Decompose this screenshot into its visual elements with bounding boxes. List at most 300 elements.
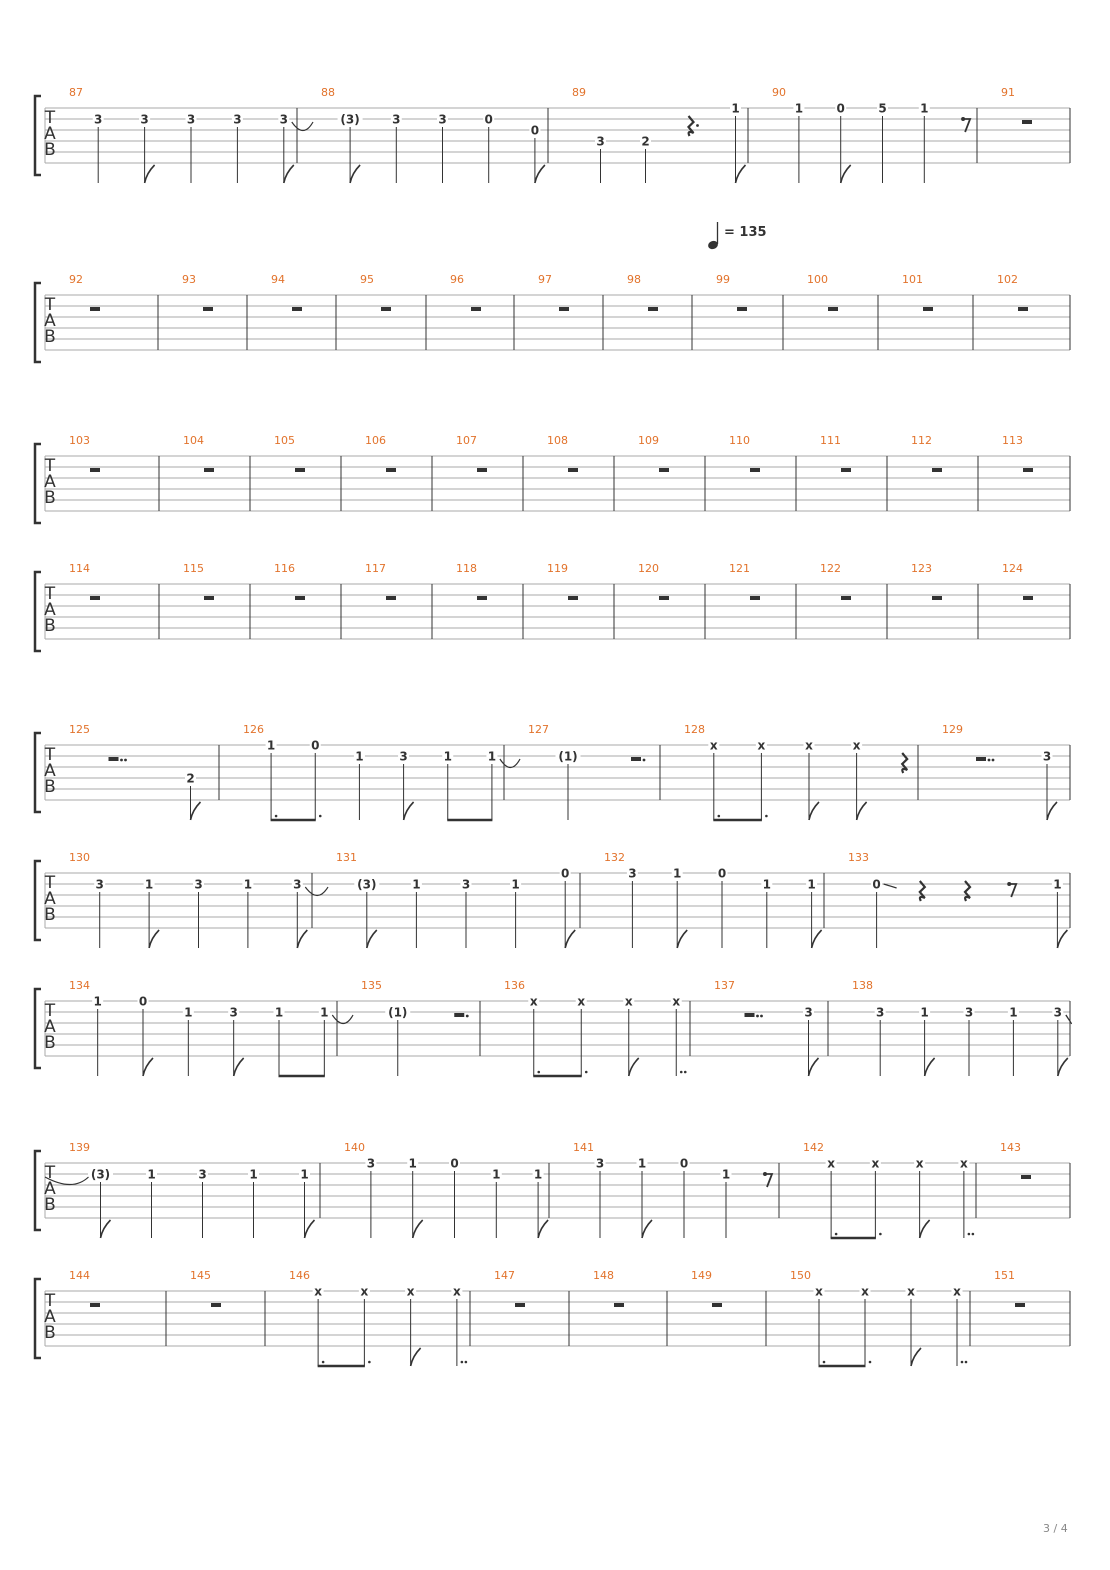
half-rest-icon xyxy=(386,468,396,472)
fret-number: 3 xyxy=(186,112,196,127)
fret-number: 0 xyxy=(484,112,493,127)
tab-clef-letter: A xyxy=(44,600,56,620)
rest-dot-icon xyxy=(756,1015,759,1018)
tab-system xyxy=(35,851,1070,948)
measure-number: 146 xyxy=(289,1269,310,1282)
fret-number: 5 xyxy=(878,101,887,116)
tab-system xyxy=(35,86,1070,183)
fret-number: 3 xyxy=(140,112,149,127)
measure xyxy=(852,979,1071,1076)
fret-number: 3 xyxy=(399,749,408,764)
tab-clef-letter: A xyxy=(44,472,56,492)
dead-note: x xyxy=(852,738,861,753)
measure xyxy=(593,1269,624,1307)
dead-note: x xyxy=(915,1156,924,1171)
fret-number: 1 xyxy=(807,877,816,892)
tab-clef-letter: A xyxy=(44,1017,56,1037)
half-rest-icon xyxy=(204,468,214,472)
half-rest-icon xyxy=(454,1013,464,1017)
measure-number: 118 xyxy=(456,562,477,575)
measure-number: 102 xyxy=(997,273,1018,286)
half-rest-icon xyxy=(1015,1303,1025,1307)
measure-number: 134 xyxy=(69,979,90,992)
measure xyxy=(691,1269,722,1307)
rest-dot-icon xyxy=(466,1015,469,1018)
measure xyxy=(274,434,305,472)
fret-number: 3 xyxy=(198,1167,207,1182)
eighth-flag-icon xyxy=(367,930,377,948)
fret-number: 1 xyxy=(184,1005,193,1020)
half-rest-icon xyxy=(828,307,838,311)
measure xyxy=(271,273,302,311)
tab-clef-letter: T xyxy=(44,1291,56,1311)
tab-clef-letter: B xyxy=(44,1195,56,1215)
fret-number: 1 xyxy=(762,877,771,892)
dead-note: x xyxy=(815,1284,823,1299)
eighth-flag-icon xyxy=(736,165,746,183)
half-rest-icon xyxy=(292,307,302,311)
tab-clef-letter: T xyxy=(44,873,56,893)
fret-number: 1 xyxy=(144,877,154,892)
dead-note: x xyxy=(314,1284,322,1299)
rest-dot-icon xyxy=(643,759,646,762)
dead-note: x xyxy=(453,1284,461,1299)
measure xyxy=(820,562,851,600)
measure xyxy=(772,86,970,183)
tab-clef-letter: B xyxy=(44,905,56,925)
measure xyxy=(289,1269,467,1366)
measure xyxy=(504,979,687,1076)
measure xyxy=(911,562,942,600)
measure-number: 104 xyxy=(183,434,204,447)
fret-number: (3) xyxy=(357,877,377,892)
fret-number: 1 xyxy=(300,1167,309,1182)
measure xyxy=(274,562,305,600)
fret-number: 1 xyxy=(147,1167,156,1182)
measure-number: 139 xyxy=(69,1141,90,1154)
measure xyxy=(243,723,520,820)
measure xyxy=(1002,562,1033,600)
half-rest-icon xyxy=(659,468,669,472)
measure xyxy=(902,273,933,311)
note-dot-icon xyxy=(680,1071,683,1074)
fret-number: 3 xyxy=(94,112,103,127)
tempo-value: = 135 xyxy=(724,225,767,240)
eighth-flag-icon xyxy=(629,1058,639,1076)
measure xyxy=(807,273,838,311)
fret-number: 0 xyxy=(561,866,570,881)
fret-number: 3 xyxy=(438,112,447,127)
dead-note: x xyxy=(406,1284,415,1299)
tab-clef-letter: A xyxy=(44,124,56,144)
measure xyxy=(361,979,469,1076)
measure-number: 122 xyxy=(820,562,841,575)
fret-number: 3 xyxy=(366,1156,376,1171)
measure-number: 105 xyxy=(274,434,295,447)
measure-number: 147 xyxy=(494,1269,515,1282)
measure xyxy=(1000,1141,1031,1179)
tab-clef-letter: T xyxy=(44,295,56,315)
measure-number: 124 xyxy=(1002,562,1023,575)
eighth-flag-icon xyxy=(413,1220,423,1238)
measure xyxy=(716,273,747,311)
measure-number: 143 xyxy=(1000,1141,1021,1154)
fret-number: 1 xyxy=(731,101,740,116)
measure xyxy=(360,273,391,311)
measure-number: 128 xyxy=(684,723,705,736)
fret-number: 3 xyxy=(229,1005,238,1020)
measure xyxy=(604,851,822,948)
fret-number: 1 xyxy=(249,1167,258,1182)
fret-number: 1 xyxy=(492,1167,501,1182)
fret-number: 3 xyxy=(233,112,242,127)
fret-number: 1 xyxy=(93,994,102,1009)
fret-number: 1 xyxy=(320,1005,329,1020)
fret-number: 0 xyxy=(530,123,540,138)
eighth-flag-icon xyxy=(1057,930,1067,948)
measure-number: 135 xyxy=(361,979,382,992)
eighth-flag-icon xyxy=(297,930,307,948)
measure xyxy=(638,562,669,600)
half-rest-icon xyxy=(386,596,396,600)
measure xyxy=(911,434,942,472)
half-rest-icon xyxy=(932,596,942,600)
tab-system xyxy=(35,562,1070,651)
fret-number: 2 xyxy=(641,134,650,149)
eighth-flag-icon xyxy=(809,1058,819,1076)
measure-number: 99 xyxy=(716,273,730,286)
measure xyxy=(997,273,1028,311)
fret-number: 1 xyxy=(487,749,497,764)
measure xyxy=(182,273,213,311)
measure xyxy=(69,434,100,472)
eighth-rest-head xyxy=(961,117,965,121)
half-rest-icon xyxy=(90,596,100,600)
measure-number: 87 xyxy=(69,86,83,99)
measure xyxy=(572,86,746,183)
measure-number: 110 xyxy=(729,434,750,447)
eighth-flag-icon xyxy=(234,1058,244,1076)
measure-number: 148 xyxy=(593,1269,614,1282)
tab-clef-letter: T xyxy=(44,108,56,128)
half-rest-icon xyxy=(203,307,213,311)
note-dot-icon xyxy=(322,1361,325,1364)
fret-number: 3 xyxy=(1042,749,1052,764)
rest-dot-icon xyxy=(760,1015,763,1018)
measure-number: 138 xyxy=(852,979,873,992)
fret-number: 1 xyxy=(1053,877,1062,892)
fret-number: 3 xyxy=(95,877,104,892)
tab-system xyxy=(35,434,1070,523)
fret-number: 0 xyxy=(836,101,845,116)
fret-number: 0 xyxy=(138,994,148,1009)
tab-clef-letter: B xyxy=(44,488,56,508)
system-bracket xyxy=(35,989,41,1068)
tempo-marking xyxy=(707,222,767,250)
measure xyxy=(69,273,100,311)
eighth-rest-head xyxy=(1007,882,1011,886)
half-rest-icon xyxy=(568,468,578,472)
eighth-flag-icon xyxy=(101,1220,111,1238)
half-rest-icon xyxy=(614,1303,624,1307)
system-bracket xyxy=(35,1151,41,1230)
fret-number: 3 xyxy=(293,877,302,892)
fret-number: 3 xyxy=(596,134,605,149)
measure xyxy=(183,562,214,600)
measure-number: 127 xyxy=(528,723,549,736)
fret-number: 1 xyxy=(266,738,276,753)
eighth-flag-icon xyxy=(565,930,575,948)
measure xyxy=(1002,434,1033,472)
measure xyxy=(820,434,851,472)
note-dot-icon xyxy=(765,815,768,818)
half-rest-icon xyxy=(712,1303,722,1307)
half-rest-icon xyxy=(737,307,747,311)
fret-number: (3) xyxy=(90,1167,111,1182)
eighth-flag-icon xyxy=(812,930,822,948)
tab-clef-letter: T xyxy=(44,1163,56,1183)
half-rest-icon xyxy=(659,596,669,600)
measure-number: 92 xyxy=(69,273,83,286)
measure-number: 141 xyxy=(573,1141,594,1154)
tie-arc xyxy=(500,759,520,768)
slide-line xyxy=(884,884,897,888)
half-rest-icon xyxy=(204,596,214,600)
fret-number: 3 xyxy=(392,112,401,127)
measure-number: 115 xyxy=(183,562,204,575)
measure-number: 126 xyxy=(243,723,264,736)
measure xyxy=(729,562,760,600)
measure xyxy=(45,1141,315,1238)
measure-number: 145 xyxy=(190,1269,211,1282)
half-rest-icon xyxy=(295,596,305,600)
note-dot-icon xyxy=(368,1361,371,1364)
measure-number: 103 xyxy=(69,434,90,447)
measure-number: 90 xyxy=(772,86,786,99)
measure-number: 108 xyxy=(547,434,568,447)
half-rest-icon xyxy=(750,596,760,600)
measure xyxy=(456,434,487,472)
measure-number: 151 xyxy=(994,1269,1015,1282)
system-bracket xyxy=(35,733,41,812)
dead-note: x xyxy=(360,1284,369,1299)
eighth-flag-icon xyxy=(350,165,360,183)
note-dot-icon xyxy=(585,1071,588,1074)
dead-note: x xyxy=(827,1156,835,1171)
tab-system xyxy=(35,1269,1070,1366)
rest-dot-icon xyxy=(124,759,127,762)
half-rest-icon xyxy=(841,596,851,600)
tab-system xyxy=(35,723,1070,820)
eighth-flag-icon xyxy=(841,165,851,183)
fret-number: (3) xyxy=(340,112,360,127)
tie-arc xyxy=(292,122,313,131)
measure xyxy=(942,723,1057,820)
fret-number: 0 xyxy=(311,738,320,753)
eighth-flag-icon xyxy=(404,802,414,820)
measure xyxy=(69,851,328,948)
measure-number: 101 xyxy=(902,273,923,286)
measure xyxy=(790,1269,967,1366)
fret-number: 2 xyxy=(186,771,195,786)
fret-number: 0 xyxy=(717,866,727,881)
dead-note: x xyxy=(907,1284,915,1299)
measure xyxy=(494,1269,525,1307)
fret-number: 3 xyxy=(628,866,637,881)
fret-number: 1 xyxy=(443,749,452,764)
system-bracket xyxy=(35,572,41,651)
measure-number: 133 xyxy=(848,851,869,864)
tab-clef-letter: B xyxy=(44,616,56,636)
measure xyxy=(538,273,569,311)
measure-number: 89 xyxy=(572,86,586,99)
half-rest-icon xyxy=(477,468,487,472)
fret-number: 0 xyxy=(872,877,881,892)
dead-note: x xyxy=(624,994,633,1009)
measure xyxy=(69,979,353,1076)
dead-note: x xyxy=(672,994,681,1009)
measure-number: 116 xyxy=(274,562,295,575)
measure xyxy=(573,1141,772,1238)
half-rest-icon xyxy=(841,468,851,472)
fret-number: 1 xyxy=(794,101,804,116)
measure-number: 117 xyxy=(365,562,386,575)
measure-number: 149 xyxy=(691,1269,712,1282)
fret-number: 1 xyxy=(920,101,929,116)
half-rest-icon xyxy=(1022,120,1032,124)
fret-number: 3 xyxy=(964,1005,974,1020)
dead-note: x xyxy=(953,1284,961,1299)
dead-note: x xyxy=(757,738,766,753)
measure xyxy=(365,434,396,472)
half-rest-icon xyxy=(90,307,100,311)
fret-number: 1 xyxy=(1009,1005,1018,1020)
measure xyxy=(450,273,481,311)
half-rest-icon xyxy=(109,757,119,761)
measure xyxy=(684,723,907,820)
measure xyxy=(848,851,1067,948)
eighth-flag-icon xyxy=(920,1220,930,1238)
half-rest-icon xyxy=(648,307,658,311)
fret-number: 1 xyxy=(637,1156,647,1171)
note-dot-icon xyxy=(461,1361,464,1364)
measure-number: 96 xyxy=(450,273,464,286)
eighth-rest-head xyxy=(763,1172,767,1176)
note-dot-icon xyxy=(879,1233,882,1236)
measure-number: 94 xyxy=(271,273,285,286)
note-dot-icon xyxy=(968,1233,971,1236)
tab-system xyxy=(35,979,1071,1076)
measure xyxy=(994,1269,1025,1307)
measure xyxy=(547,562,578,600)
half-rest-icon xyxy=(295,468,305,472)
eighth-flag-icon xyxy=(642,1220,652,1238)
fret-number: 0 xyxy=(679,1156,689,1171)
measure-number: 121 xyxy=(729,562,750,575)
half-rest-icon xyxy=(1018,307,1028,311)
measure xyxy=(183,434,214,472)
half-rest-icon xyxy=(1023,468,1033,472)
eighth-flag-icon xyxy=(149,930,159,948)
note-dot-icon xyxy=(718,815,721,818)
measure xyxy=(714,979,819,1076)
eighth-flag-icon xyxy=(305,1220,315,1238)
note-dot-icon xyxy=(319,815,322,818)
fret-number: 1 xyxy=(511,877,520,892)
fret-number: 1 xyxy=(412,877,421,892)
tab-clef-letter: T xyxy=(44,584,56,604)
tie-arc xyxy=(1066,1015,1072,1024)
tab-clef-letter: B xyxy=(44,777,56,797)
fret-number: (1) xyxy=(558,749,578,764)
system-bracket xyxy=(35,444,41,523)
tab-clef-letter: B xyxy=(44,140,56,160)
eighth-flag-icon xyxy=(145,165,155,183)
tab-clef-letter: B xyxy=(44,1033,56,1053)
note-dot-icon xyxy=(961,1361,964,1364)
note-dot-icon xyxy=(835,1233,838,1236)
tab-system xyxy=(35,1141,1070,1238)
measure-number: 131 xyxy=(336,851,357,864)
measure-number: 112 xyxy=(911,434,932,447)
tab-clef-letter: T xyxy=(44,745,56,765)
fret-number: 3 xyxy=(804,1005,813,1020)
fret-number: 3 xyxy=(595,1156,605,1171)
note-dot-icon xyxy=(465,1361,468,1364)
measure-number: 98 xyxy=(627,273,641,286)
half-rest-icon xyxy=(211,1303,221,1307)
tab-clef-letter: A xyxy=(44,1307,56,1327)
half-rest-icon xyxy=(515,1303,525,1307)
measure-number: 100 xyxy=(807,273,828,286)
half-rest-icon xyxy=(923,307,933,311)
half-rest-icon xyxy=(750,468,760,472)
fret-number: 1 xyxy=(243,877,253,892)
measure xyxy=(365,562,396,600)
measure xyxy=(69,562,100,600)
fret-number: 1 xyxy=(408,1156,417,1171)
measure-number: 123 xyxy=(911,562,932,575)
measure xyxy=(638,434,669,472)
measure xyxy=(69,86,313,183)
fret-number: 3 xyxy=(876,1005,885,1020)
measure xyxy=(528,723,645,820)
measure-number: 109 xyxy=(638,434,659,447)
measure-number: 132 xyxy=(604,851,625,864)
fret-number: (1) xyxy=(388,1005,408,1020)
rest-dot-icon xyxy=(120,759,123,762)
half-rest-icon xyxy=(1021,1175,1031,1179)
dead-note: x xyxy=(577,994,586,1009)
half-rest-icon xyxy=(932,468,942,472)
measure-number: 119 xyxy=(547,562,568,575)
note-dot-icon xyxy=(823,1361,826,1364)
half-rest-icon xyxy=(90,1303,100,1307)
measure-number: 113 xyxy=(1002,434,1023,447)
tab-clef-letter: B xyxy=(44,1323,56,1343)
rest-dot-icon xyxy=(696,124,699,127)
measure-number: 144 xyxy=(69,1269,90,1282)
note-dot-icon xyxy=(972,1233,975,1236)
system-bracket xyxy=(35,861,41,940)
half-rest-icon xyxy=(381,307,391,311)
fret-number: 1 xyxy=(673,866,682,881)
measure-number: 107 xyxy=(456,434,477,447)
eighth-flag-icon xyxy=(535,165,545,183)
system-bracket xyxy=(35,1279,41,1358)
tab-clef-letter: A xyxy=(44,761,56,781)
measure xyxy=(344,1141,548,1238)
